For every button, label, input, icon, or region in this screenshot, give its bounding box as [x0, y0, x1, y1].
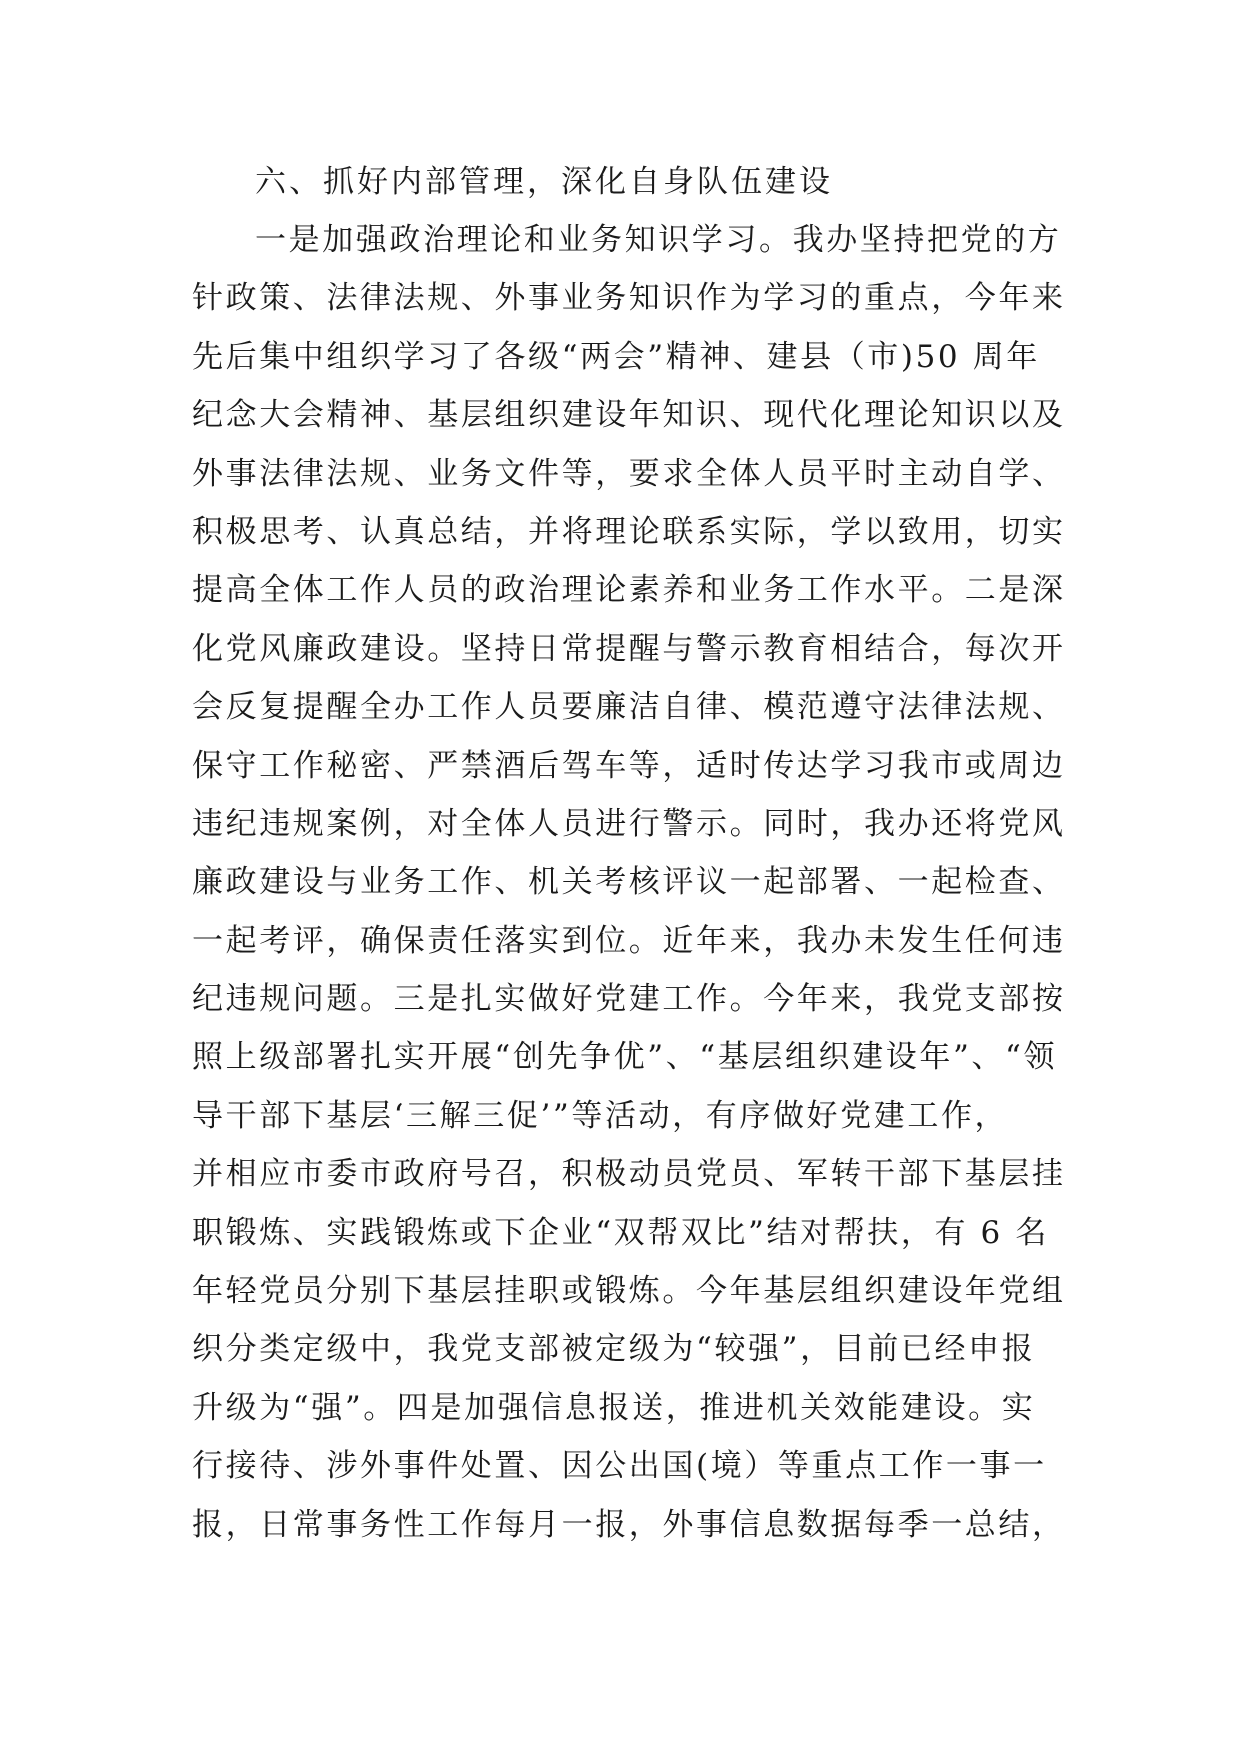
text-line: 积极思考、认真总结，并将理论联系实际，学以致用，切实 [192, 513, 1066, 550]
text-line: 先后集中组织学习了各级“两会”精神、建县（市)50 周年 [192, 338, 1040, 375]
text-line: 违纪违规案例，对全体人员进行警示。同时，我办还将党风 [192, 805, 1066, 842]
text-line: 针政策、法律法规、外事业务知识作为学习的重点，今年来 [192, 280, 1066, 317]
text-line: 会反复提醒全办工作人员要廉洁自律、模范遵守法律法规、 [192, 689, 1066, 726]
text-line: 照上级部署扎实开展“创先争优”、“基层组织建设年”、“领 [192, 1039, 1058, 1076]
text-line: 化党风廉政建设。坚持日常提醒与警示教育相结合，每次开 [192, 630, 1066, 667]
text-line: 廉政建设与业务工作、机关考核评议一起部署、一起检查、 [192, 864, 1066, 901]
text-line: 行接待、涉外事件处置、因公出国(境）等重点工作一事一 [192, 1448, 1047, 1485]
text-line: 提高全体工作人员的政治理论素养和业务工作水平。二是深 [192, 572, 1066, 609]
section-heading: 六、抓好内部管理，深化自身队伍建设 [255, 164, 833, 200]
text-line: 保守工作秘密、严禁酒后驾车等，适时传达学习我市或周边 [192, 747, 1066, 784]
text-line: 外事法律法规、业务文件等，要求全体人员平时主动自学、 [192, 455, 1066, 492]
text-line: 并相应市委市政府号召，积极动员党员、军转干部下基层挂 [192, 1156, 1066, 1193]
text-line: 报，日常事务性工作每月一报，外事信息数据每季一总结， [192, 1506, 1066, 1543]
text-line: 织分类定级中，我党支部被定级为“较强”，目前已经申报 [192, 1331, 1036, 1368]
text-line: 导干部下基层‘三解三促’”等活动，有序做好党建工作， [192, 1097, 1009, 1134]
text-line: 纪念大会精神、基层组织建设年知识、现代化理论知识以及 [192, 397, 1066, 434]
body-text [192, 220, 1072, 1563]
text-line: 升级为“强”。四是加强信息报送，推进机关效能建设。实 [192, 1389, 1036, 1426]
text-line: 职锻炼、实践锻炼或下企业“双帮双比”结对帮扶，有 6 名 [192, 1214, 1049, 1251]
text-line: 纪违规问题。三是扎实做好党建工作。今年来，我党支部按 [192, 981, 1066, 1018]
text-line: 年轻党员分别下基层挂职或锻炼。今年基层组织建设年党组 [192, 1273, 1066, 1310]
text-line: 一是加强政治理论和业务知识学习。我办坚持把党的方 [255, 222, 1062, 258]
text-line: 一起考评，确保责任落实到位。近年来，我办未发生任何违 [192, 922, 1066, 959]
